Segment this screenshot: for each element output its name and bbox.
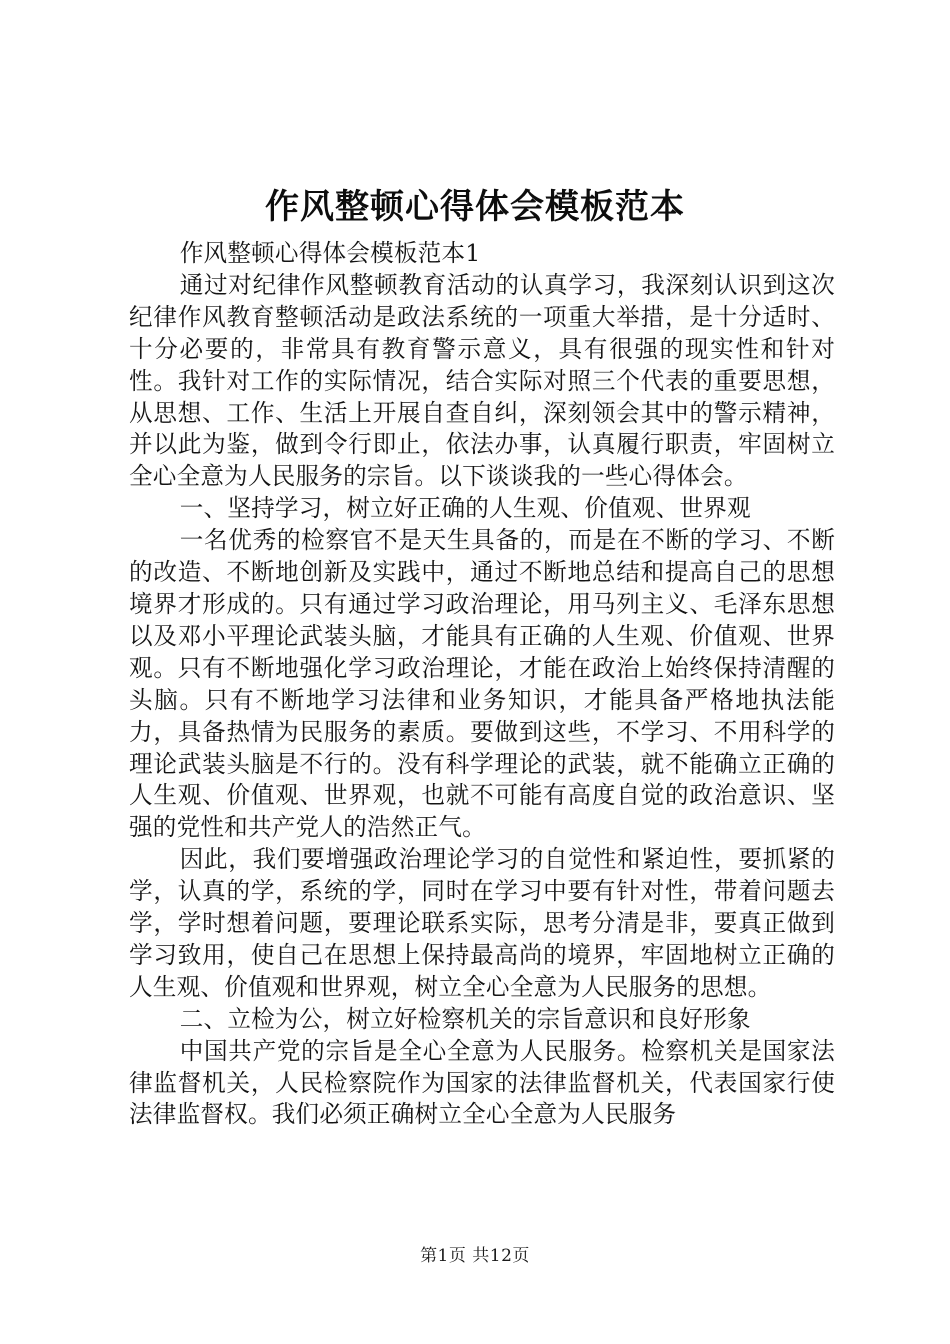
section-heading: 二、立检为公，树立好检察机关的宗旨意识和良好形象 bbox=[179, 1004, 751, 1033]
page-number-footer: 第1页 共12页 bbox=[420, 1246, 530, 1266]
body-paragraph: 中国共产党的宗旨是全心全意为人民服务。检察机关是国家法律监督机关，人民检察院作为国家的法律监督机关，代表国家行使法律监督权。我们必须正确树立全心全意为人民服务 bbox=[129, 1036, 835, 1129]
body-paragraph: 通过对纪律作风整顿教育活动的认真学习，我深刻认识到这次纪律作风教育整顿活动是政法系统的一项重大举措，是十分适时、十分必要的，非常具有教育警示意义，具有很强的现实性和针对性。我针对工作的实际情况，结合实际对照三个代表的重要思想，从思想、工作、生活上开展自查自纠，深刻领会其中的警示精神，并以此为鉴，做到令行即止，依法办事，认真履行职责，牢固树立全心全意为人民服务的宗旨。以下谈谈我的一些心得体会。 bbox=[129, 270, 835, 491]
body-paragraph: 一名优秀的检察官不是天生具备的，而是在不断的学习、不断的改造、不断地创新及实践中，通过不断地总结和提高自己的思想境界才形成的。只有通过学习政治理论，用马列主义、毛泽东思想以及邓小平理论武装头脑，才能具有正确的人生观、价值观、世界观。只有不断地强化学习政治理论，才能在政治上始终保持清醒的头脑。只有不断地学习法律和业务知识，才能具备严格地执法能力，具备热情为民服务的素质。要做到这些，不学习、不用科学的理论武装头脑是不行的。没有科学理论的武装，就不能确立正确的人生观、价值观、世界观，也就不可能有高度自觉的政治意识、坚强的党性和共产党人的浩然正气。 bbox=[129, 526, 835, 842]
document-body bbox=[129, 238, 835, 1131]
document-title: 作风整顿心得体会模板范本 bbox=[265, 187, 685, 227]
section-heading: 作风整顿心得体会模板范本1 bbox=[179, 239, 481, 267]
body-paragraph: 因此，我们要增强政治理论学习的自觉性和紧迫性，要抓紧的学，认真的学，系统的学，同时在学习中要有针对性，带着问题去学，学时想着问题，要理论联系实际，思考分清是非，要真正做到学习致用，使自己在思想上保持最高尚的境界，牢固地树立正确的人生观、价值观和世界观，树立全心全意为人民服务的思想。 bbox=[129, 845, 835, 1001]
section-heading: 一、坚持学习，树立好正确的人生观、价值观、世界观 bbox=[179, 494, 751, 523]
